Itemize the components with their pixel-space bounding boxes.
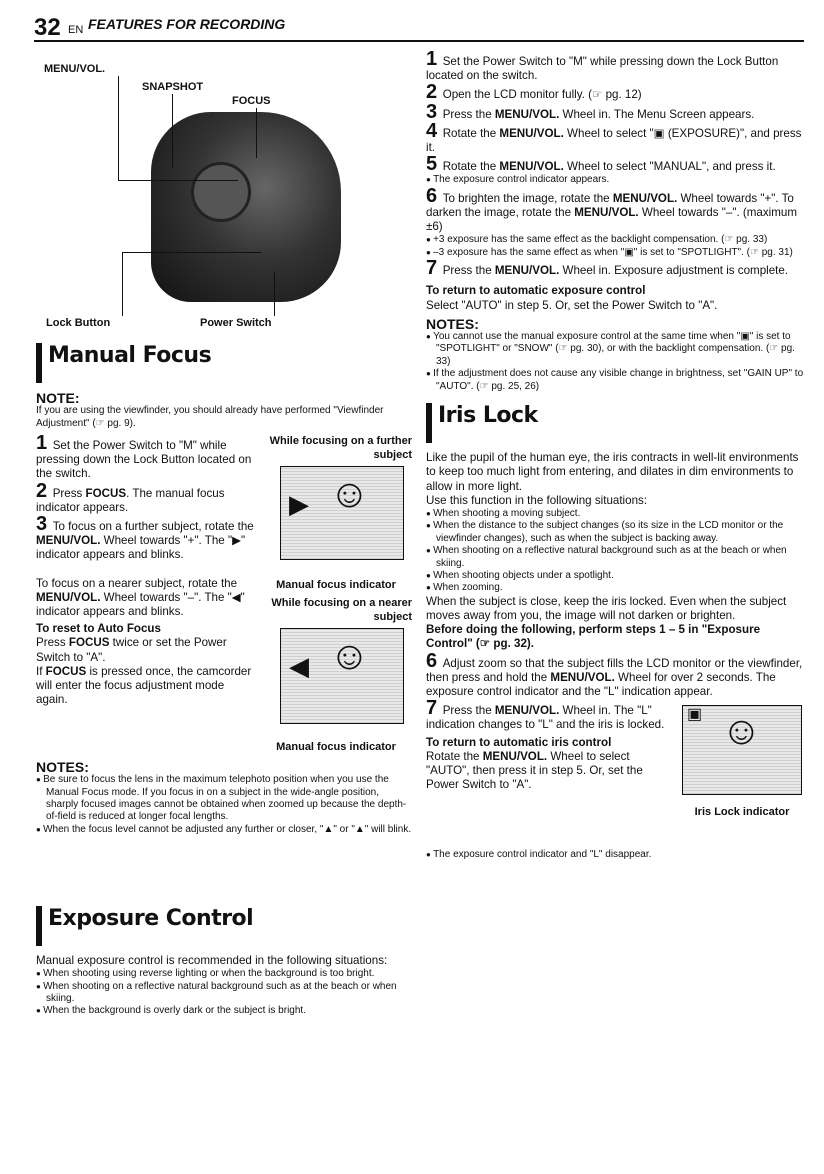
camcorder-diagram [36, 52, 412, 337]
iris-bullet: ● When shooting a moving subject. [426, 508, 808, 520]
iris-title: Iris Lock [438, 403, 538, 429]
iris-before: Before doing the following, perform steps 1 – 5 in "Exposure Control" (☞ pg. 32). [426, 623, 761, 651]
figure-further-image [280, 466, 404, 560]
iris-lock-indicator-icon: ▣ [687, 706, 703, 724]
iris-intro: Like the pupil of the human eye, the iris contracts in well-lit environments to keep too much light from entering, and dilates in dim environments to allow in more light. [426, 451, 799, 493]
exp-step-4: 4 Rotate the MENU/VOL. Wheel to select "▣ (EXPOSURE)", and press it. [426, 119, 802, 155]
left-column [36, 52, 412, 1162]
label-snapshot: SNAPSHOT [142, 81, 204, 93]
iris-step-7: 7 Press the MENU/VOL. Wheel in. The "L" indication changes to "L" and the iris is locked. [426, 697, 665, 732]
figure-nearer [260, 596, 412, 755]
iris-return-text: Rotate the MENU/VOL. Wheel to select "AUTO", then press it in step 5. Or, set the Power Switch to "A". [426, 749, 643, 792]
iris-bullet: ● When shooting objects under a spotlight. [426, 570, 808, 582]
language-tag: EN [68, 24, 84, 36]
mf-note-heading: NOTE: [36, 390, 80, 406]
exp-step-6: 6 To brighten the image, rotate the MENU/VOL. Wheel towards "+". To darken the image, rotate the MENU/VOL. Wheel towards "–". (maximum ±6) [426, 184, 798, 234]
leader-line [118, 76, 119, 180]
mf-notes [36, 756, 412, 836]
mf-step-2: 2 Press FOCUS. The manual focus indicator appears. [36, 479, 225, 514]
label-focus: FOCUS [232, 95, 271, 107]
header-rule [34, 40, 804, 42]
mf-note-item: ● When the focus level cannot be adjusted any further or closer, "▲" or "▲" will blink. [36, 824, 412, 836]
mf-notes-heading: NOTES: [36, 759, 89, 776]
mf-step-1: 1 Set the Power Switch to "M" while pressing down the Lock Button located on the switch. [36, 432, 252, 481]
figure-nearer-image [280, 628, 404, 724]
figure-nearer-title: While focusing on a nearer subject [271, 597, 412, 624]
exp-note-item: ● You cannot use the manual exposure control at the same time when "▣" is set to "SPOTLIGHT" or "SNOW" (☞ pg. 30), or with the backlight compensation. (☞ pg. 33) [426, 331, 808, 368]
figure-further-title: While focusing on a further subject [269, 435, 412, 462]
focus-indicator-icon: ▶ [289, 489, 309, 520]
figure-iris-image [682, 705, 802, 795]
exposure-bullet: ● When shooting on a reflective natural background such as at the beach or when skiing. [36, 981, 412, 1006]
exposure-heading [36, 906, 412, 946]
heading-bar [426, 403, 432, 443]
focus-indicator-icon: ◀ [289, 651, 309, 682]
character-illustration: ☺ [329, 634, 370, 679]
exposure-bullet: ● When shooting using reverse lighting or when the background is too bright. [36, 968, 412, 980]
exp-note-item: ● If the adjustment does not cause any visible change in brightness, set "GAIN UP" to "AUTO". (☞ pg. 25, 26) [426, 368, 808, 393]
leader-line [172, 94, 173, 168]
iris-return-heading: To return to automatic iris control [426, 735, 612, 749]
mf-steps [36, 434, 256, 707]
leader-line [122, 252, 262, 253]
manual-focus-heading [36, 343, 412, 383]
leader-line [118, 180, 238, 181]
iris-bullet: ● When shooting on a reflective natural background such as at the beach or when skiing. [426, 545, 808, 570]
figure-further-caption: Manual focus indicator [276, 579, 396, 592]
exp-return-text: Select "AUTO" in step 5. Or, set the Power Switch to "A". [426, 298, 718, 312]
label-lock-button: Lock Button [46, 317, 111, 329]
figure-iris-lock [676, 705, 808, 819]
iris-bottom-text [426, 699, 666, 792]
iris-use: Use this function in the following situations: [426, 493, 648, 507]
iris-final-note: ● The exposure control indicator and "L" disappear. [426, 849, 808, 861]
leader-line [256, 108, 257, 158]
exp-step-5: 5 Rotate the MENU/VOL. Wheel to select "MANUAL", and press it. [426, 153, 776, 176]
leader-line [274, 272, 275, 316]
exp-step-3: 3 Press the MENU/VOL. Wheel in. The Menu Screen appears. [426, 100, 755, 123]
label-menu-vol: MENU/VOL. [44, 63, 106, 75]
exp-step-6-note: ● +3 exposure has the same effect as the backlight compensation. (☞ pg. 33) [426, 234, 808, 246]
camcorder-lens [191, 162, 251, 222]
mf-note-item: ● Be sure to focus the lens in the maximum telephoto position when you use the Manual Focus mode. If you focus in on a subject in the wide-angle position, sharply focused images cannot be obtained when zoomed up because the depth-of-field is reduced at longer focal lengths. [36, 774, 412, 824]
heading-bar [36, 343, 42, 383]
exp-step-6-note: ● –3 exposure has the same effect as when "▣" is set to "SPOTLIGHT". (☞ pg. 31) [426, 247, 808, 259]
exposure-bullet: ● When the background is overly dark or the subject is bright. [36, 1005, 412, 1017]
page-number: 32 [34, 14, 61, 41]
exp-return-heading: To return to automatic exposure control [426, 284, 646, 298]
figure-iris-caption: Iris Lock indicator [694, 806, 790, 819]
iris-bullet: ● When the distance to the subject changes (so its size in the LCD monitor or the viewfinder changes), such as when the subject is backing away. [426, 520, 808, 545]
figure-nearer-caption: Manual focus indicator [276, 741, 396, 754]
mf-reset-b: If FOCUS is pressed once, the camcorder will enter the focus adjustment mode again. [36, 664, 252, 707]
exp-step-2: 2 Open the LCD monitor fully. (☞ pg. 12) [426, 81, 642, 104]
figure-further [260, 434, 412, 593]
iris-bullet: ● When zooming. [426, 582, 808, 594]
mf-nearer: To focus on a nearer subject, rotate the MENU/VOL. Wheel towards "–". The "◀" indicator appears and blinks. [36, 576, 245, 619]
leader-line [122, 252, 123, 316]
exp-notes-heading: NOTES: [426, 315, 479, 332]
iris-bottom [426, 699, 808, 869]
heading-bar [36, 906, 42, 946]
mf-reset-heading: To reset to Auto Focus [36, 622, 161, 636]
section-title: FEATURES FOR RECORDING [88, 16, 286, 32]
character-illustration: ☺ [329, 472, 370, 517]
mf-body [36, 430, 412, 900]
page-header [34, 14, 804, 40]
mf-note: If you are using the viewfinder, you should already have performed "Viewfinder Adjustment" (☞ pg. 9). [36, 405, 384, 429]
character-illustration: ☺ [721, 709, 762, 754]
exposure-title: Exposure Control [48, 906, 254, 932]
iris-close: When the subject is close, keep the iris locked. Even when the subject moves away from you, the image will not darken or brighten. [426, 594, 787, 622]
exp-step-5-note: ● The exposure control indicator appears. [426, 174, 808, 186]
iris-step-6: 6 Adjust zoom so that the subject fills the LCD monitor or the viewfinder, then press and hold the MENU/VOL. Wheel for over 2 seconds. The exposure control indicator and the "L" indication appear. [426, 649, 803, 698]
mf-reset-a: Press FOCUS twice or set the Power Switch to "A". [36, 636, 227, 664]
exp-step-7: 7 Press the MENU/VOL. Wheel in. Exposure adjustment is complete. [426, 257, 789, 280]
label-power-switch: Power Switch [200, 317, 272, 329]
right-column [426, 50, 808, 1160]
mf-step-3: 3 To focus on a further subject, rotate the MENU/VOL. Wheel towards "+". The "▶" indicator appears and blinks. [36, 513, 254, 562]
manual-focus-title: Manual Focus [48, 343, 212, 368]
exp-step-1: 1 Set the Power Switch to "M" while pressing down the Lock Button located on the switch. [426, 48, 779, 83]
iris-heading [426, 403, 808, 443]
exposure-intro: Manual exposure control is recommended in the following situations: [36, 954, 388, 968]
